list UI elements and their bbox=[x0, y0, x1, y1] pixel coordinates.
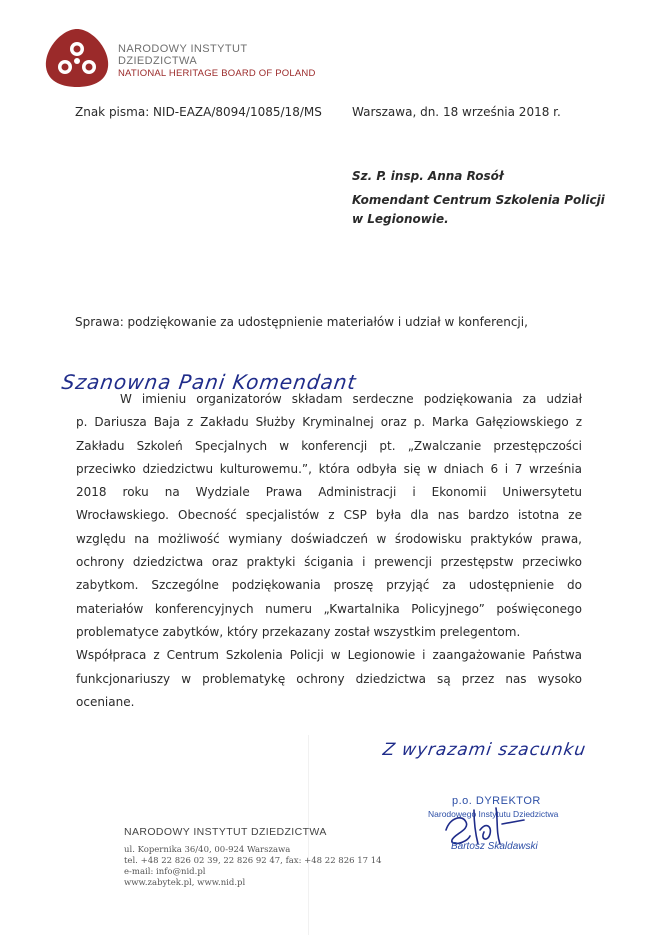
body-line: Współpraca z Centrum Szkolenia Policji w Legionowie i zaangażowanie Państwa bbox=[76, 648, 582, 663]
stamp-institution: Narodowego Instytutu Dziedzictwa bbox=[428, 809, 559, 819]
footer-org-name: NARODOWY INSTYTUT DZIEDZICTWA bbox=[124, 826, 327, 838]
body-line: problematyce zabytków, który przekazany został wszystkim prelegentom. bbox=[76, 624, 521, 639]
stamp-title: p.o. DYREKTOR bbox=[452, 795, 541, 807]
body-line: W imieniu organizatorów składam serdeczne podziękowania za udział bbox=[120, 392, 582, 406]
body-line: względu na możliwość wymiany doświadczeń w środowisku praktyków prawa, bbox=[76, 531, 582, 546]
body-line: funkcjonariuszy w problematykę ochrony dziedzictwa są przez nas wysoko bbox=[76, 671, 582, 686]
body-line: Wrocławskiego. Obecność specjalistów z CSP była dla nas bardzo istotna ze bbox=[76, 508, 582, 523]
footer-phone: tel. +48 22 826 02 39, 22 826 92 47, fax: +48 22 826 17 14 bbox=[124, 856, 382, 866]
body-line: zabytkom. Szczególne podziękowania proszę przyjąć za udostępnienie do bbox=[76, 578, 582, 593]
footer-email: e-mail: info@nid.pl bbox=[124, 867, 206, 877]
recipient-line: Sz. P. insp. Anna Rosół bbox=[352, 169, 504, 183]
org-name-english: NATIONAL HERITAGE BOARD OF POLAND bbox=[118, 68, 316, 79]
nid-logo-icon bbox=[42, 27, 112, 89]
org-name-line2: DZIEDZICTWA bbox=[118, 55, 198, 67]
stamp-signatory-name: Bartosz Skaldawski bbox=[451, 841, 538, 852]
reference-number: Znak pisma: NID-EAZA/8094/1085/18/MS bbox=[75, 105, 322, 119]
recipient-line: Komendant Centrum Szkolenia Policji bbox=[352, 193, 605, 207]
letter-subject: Sprawa: podziękowanie za udostępnienie materiałów i udział w konferencji, bbox=[75, 315, 528, 329]
letter-body bbox=[76, 388, 582, 714]
footer-address: ul. Kopernika 36/40, 00-924 Warszawa bbox=[124, 845, 291, 855]
body-line: przeciwko dziedzictwu kulturowemu.”, która odbyła się w dniach 6 i 7 września bbox=[76, 461, 582, 476]
handwritten-greeting: Szanowna Pani Komendant bbox=[60, 370, 359, 394]
letter-date: Warszawa, dn. 18 września 2018 r. bbox=[352, 105, 561, 119]
body-line: p. Dariusza Baja z Zakładu Służby Kryminalnej oraz p. Marka Gałęziowskiego z bbox=[76, 415, 582, 430]
body-line: oceniane. bbox=[76, 694, 135, 709]
body-line: 2018 roku na Wydziale Prawa Administracji i Ekonomii Uniwersytetu bbox=[76, 485, 582, 500]
body-line: Zakładu Szkoleń Specjalnych w konferencji pt. „Zwalczanie przestępczości bbox=[76, 438, 582, 453]
body-line: materiałów konferencyjnych numeru „Kwartalnika Policyjnego” poświęconego bbox=[76, 601, 582, 616]
footer-websites: www.zabytek.pl, www.nid.pl bbox=[124, 878, 246, 888]
handwritten-closing: Z wyrazami szacunku bbox=[381, 740, 588, 760]
body-line: ochrony dziedzictwa oraz praktyki ścigania i prewencji przestępstw przeciwko bbox=[76, 555, 582, 570]
org-name-line1: NARODOWY INSTYTUT bbox=[118, 43, 248, 55]
recipient-line: w Legionowie. bbox=[352, 212, 449, 226]
